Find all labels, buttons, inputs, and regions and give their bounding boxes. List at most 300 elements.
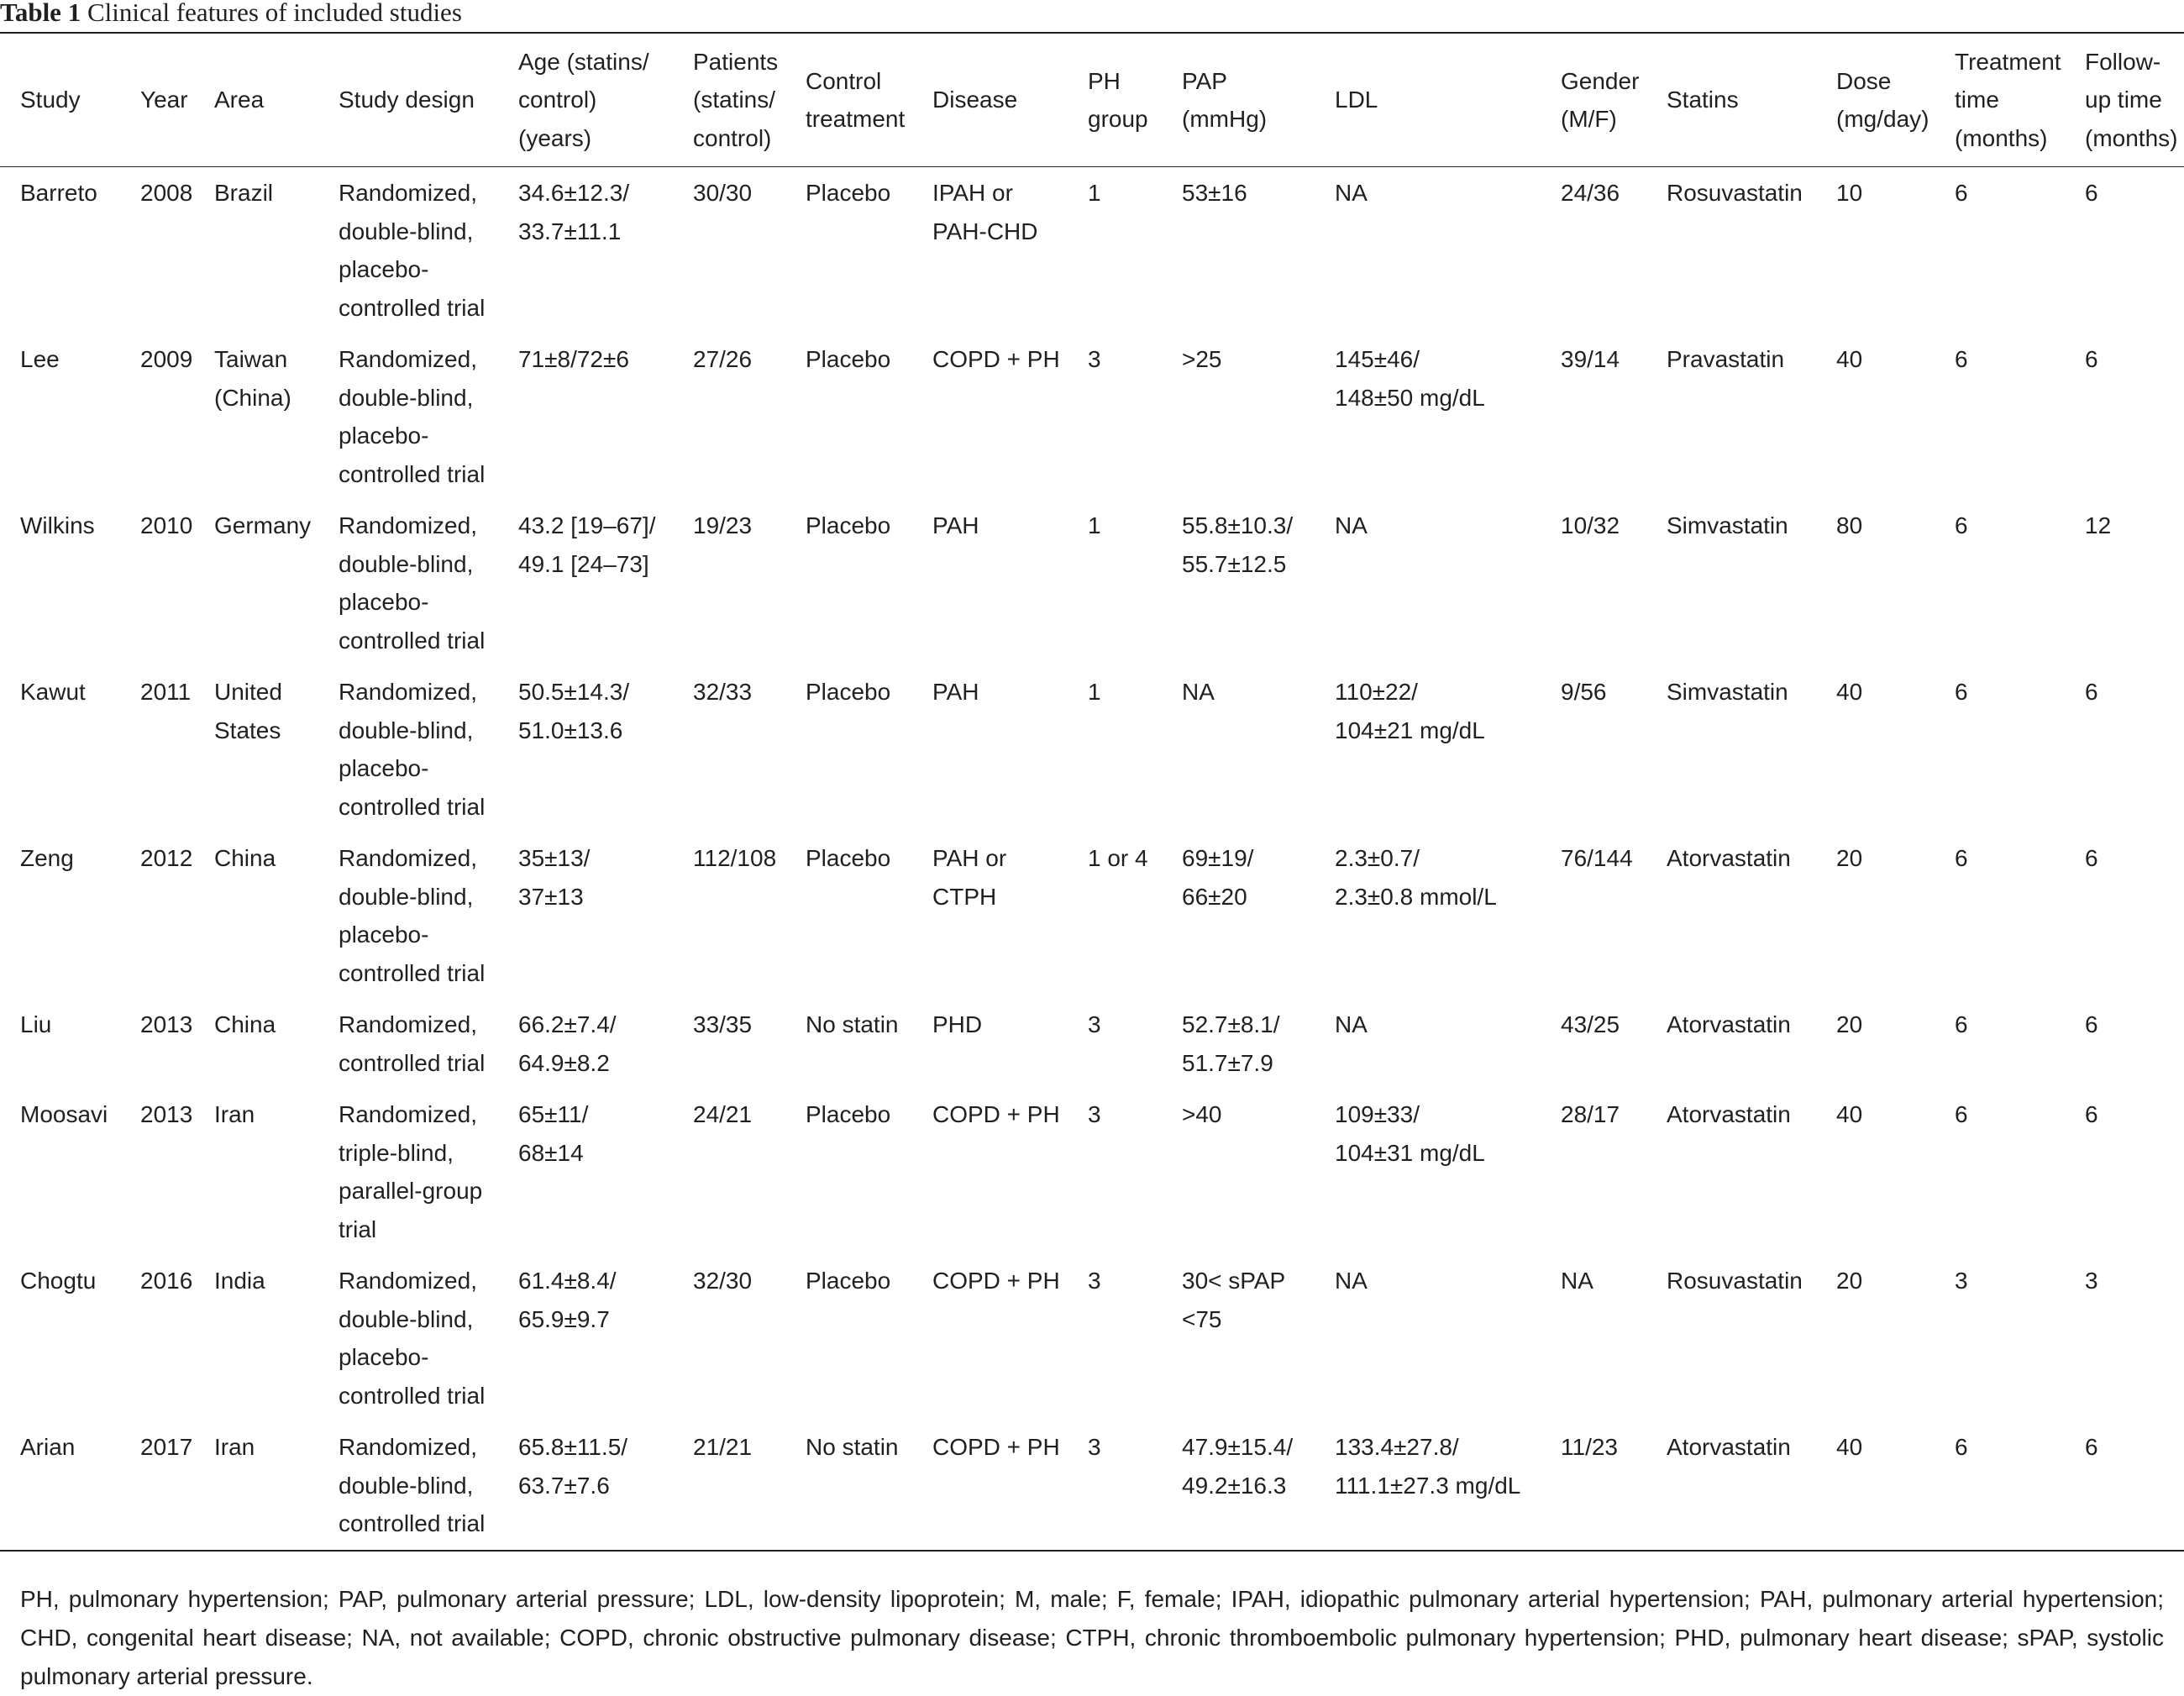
- table-cell: [1955, 167, 2085, 334]
- table-cell-line: Simvastatin: [1667, 679, 1788, 705]
- column-header: [140, 33, 214, 167]
- table-cell-line: 6: [2085, 1101, 2098, 1127]
- column-header-line: Treatment: [1955, 48, 2061, 75]
- table-cell-line: Zeng: [20, 845, 74, 871]
- table-cell: [1182, 1255, 1335, 1421]
- table-cell-line: 51.7±7.9: [1182, 1049, 1273, 1076]
- column-header-line: up time: [2085, 87, 2162, 113]
- table-cell-line: NA: [1182, 679, 1215, 705]
- table-cell-line: Liu: [20, 1011, 52, 1037]
- table-cell-line: 2.3±0.8 mmol/L: [1335, 883, 1497, 910]
- table-cell-line: Randomized,: [339, 1434, 477, 1460]
- table-cell-line: 3: [1088, 1011, 1101, 1037]
- table-cell-line: Simvastatin: [1667, 512, 1788, 538]
- table-cell: [1561, 832, 1667, 999]
- table-cell-line: triple-blind,: [339, 1139, 454, 1166]
- table-cell-line: placebo-: [339, 1344, 429, 1370]
- table-cell: [339, 167, 518, 334]
- table-cell: [693, 999, 806, 1089]
- table-cell: [806, 167, 932, 334]
- table-cell-line: PAH: [932, 679, 979, 705]
- table-cell: [1335, 832, 1561, 999]
- table-cell: [2085, 832, 2184, 999]
- table-cell-line: 24/36: [1561, 180, 1620, 206]
- table-cell-line: States: [214, 717, 281, 743]
- table-cell-line: placebo-: [339, 256, 429, 282]
- table-cell: [2085, 1089, 2184, 1255]
- table-cell: [1088, 500, 1182, 666]
- column-header-line: Study: [20, 87, 81, 113]
- table-row: [0, 832, 2184, 999]
- table-cell-line: Placebo: [806, 679, 891, 705]
- table-body: [0, 167, 2184, 1551]
- column-header: [0, 33, 140, 167]
- table-cell: [1088, 1255, 1182, 1421]
- column-header-line: LDL: [1335, 87, 1378, 113]
- table-cell-line: NA: [1335, 1268, 1368, 1294]
- column-header-line: time: [1955, 87, 1999, 113]
- table-cell: [932, 333, 1088, 500]
- column-header-line: Gender: [1561, 67, 1640, 94]
- table-cell-line: 65.8±11.5/: [518, 1434, 628, 1460]
- table-cell: [1561, 999, 1667, 1089]
- table-cell-line: PAH: [932, 512, 979, 538]
- table-cell: [339, 1255, 518, 1421]
- table-cell-line: 30/30: [693, 180, 753, 206]
- table-cell: [1836, 500, 1955, 666]
- table-cell: [1561, 500, 1667, 666]
- table-cell: [214, 1255, 339, 1421]
- column-header-line: group: [1088, 106, 1148, 132]
- table-cell-line: 63.7±7.6: [518, 1472, 610, 1499]
- table-cell-line: 33.7±11.1: [518, 218, 622, 244]
- table-cell-line: 40: [1836, 346, 1863, 372]
- table-cell-line: 110±22/: [1335, 679, 1418, 705]
- table-cell: [1182, 500, 1335, 666]
- table-cell: [518, 999, 693, 1089]
- table-cell-line: placebo-: [339, 755, 429, 781]
- table-cell: [1955, 832, 2085, 999]
- table-cell: [339, 832, 518, 999]
- table-cell-line: Arian: [20, 1434, 76, 1460]
- table-cell: [0, 1421, 140, 1551]
- table-cell-line: 40: [1836, 1101, 1863, 1127]
- table-cell: [806, 832, 932, 999]
- table-cell: [214, 1421, 339, 1551]
- table-cell: [339, 666, 518, 832]
- table-cell: [693, 167, 806, 334]
- table-cell-line: 21/21: [693, 1434, 753, 1460]
- table-cell-line: controlled trial: [339, 1510, 486, 1536]
- column-header: [2085, 33, 2184, 167]
- table-cell-line: Placebo: [806, 180, 891, 206]
- table-cell: [1088, 1089, 1182, 1255]
- table-cell-line: >40: [1182, 1101, 1222, 1127]
- table-cell: [806, 500, 932, 666]
- table-cell-line: 2013: [140, 1011, 193, 1037]
- table-cell: [0, 832, 140, 999]
- table-label: Table 1: [0, 0, 81, 27]
- table-cell: [2085, 1421, 2184, 1551]
- table-cell-line: 3: [1955, 1268, 1968, 1294]
- table-cell-line: 66.2±7.4/: [518, 1011, 617, 1037]
- table-cell: [806, 333, 932, 500]
- column-header: [1335, 33, 1561, 167]
- table-row: [0, 500, 2184, 666]
- table-cell: [2085, 1255, 2184, 1421]
- table-cell: [214, 1089, 339, 1255]
- table-cell-line: 2016: [140, 1268, 193, 1294]
- table-cell-line: 148±50 mg/dL: [1335, 384, 1485, 411]
- table-cell-line: COPD + PH: [932, 346, 1060, 372]
- table-cell-line: 65±11/: [518, 1101, 589, 1127]
- table-cell: [806, 666, 932, 832]
- table-cell-line: Placebo: [806, 512, 891, 538]
- table-cell-line: (China): [214, 384, 291, 411]
- table-cell-line: PAH-CHD: [932, 218, 1038, 244]
- table-cell: [140, 1421, 214, 1551]
- column-header-line: PAP: [1182, 67, 1227, 94]
- table-cell: [214, 167, 339, 334]
- table-cell: [0, 1255, 140, 1421]
- column-header-line: Study design: [339, 87, 475, 113]
- table-cell-line: 39/14: [1561, 346, 1620, 372]
- table-cell-line: double-blind,: [339, 883, 474, 910]
- table-cell: [1955, 666, 2085, 832]
- table-cell-line: 65.9±9.7: [518, 1305, 610, 1332]
- column-header-line: Age (statins/: [518, 48, 649, 75]
- table-cell-line: 104±31 mg/dL: [1335, 1139, 1485, 1166]
- table-cell: [2085, 167, 2184, 334]
- table-caption: [0, 0, 2184, 25]
- table-cell-line: 52.7±8.1/: [1182, 1011, 1280, 1037]
- table-cell-line: Germany: [214, 512, 312, 538]
- table-cell-line: Placebo: [806, 1101, 891, 1127]
- table-cell-line: Kawut: [20, 679, 86, 705]
- column-header-line: (months): [2085, 124, 2178, 151]
- table-cell-line: 111.1±27.3 mg/dL: [1335, 1472, 1521, 1499]
- column-header-line: Patients: [693, 48, 779, 75]
- table-cell: [1088, 333, 1182, 500]
- table-cell-line: 2012: [140, 845, 193, 871]
- table-cell-line: Randomized,: [339, 1101, 477, 1127]
- table-cell-line: >25: [1182, 346, 1222, 372]
- table-cell-line: COPD + PH: [932, 1268, 1060, 1294]
- table-cell: [932, 1255, 1088, 1421]
- table-cell: [1667, 1255, 1836, 1421]
- column-header: [1667, 33, 1836, 167]
- table-cell-line: 2.3±0.7/: [1335, 845, 1420, 871]
- table-cell: [1955, 999, 2085, 1089]
- column-header-line: Area: [214, 87, 265, 113]
- table-cell-line: 6: [1955, 1101, 1968, 1127]
- table-cell: [1667, 500, 1836, 666]
- table-cell-line: 33/35: [693, 1011, 753, 1037]
- table-cell: [140, 1089, 214, 1255]
- table-cell: [1182, 1421, 1335, 1551]
- table-cell: [1182, 1089, 1335, 1255]
- table-cell-line: 9/56: [1561, 679, 1607, 705]
- table-cell-line: Atorvastatin: [1667, 1434, 1791, 1460]
- table-cell: [1667, 666, 1836, 832]
- table-cell-line: Rosuvastatin: [1667, 1268, 1803, 1294]
- table-cell-line: 50.5±14.3/: [518, 679, 630, 705]
- table-cell: [140, 1255, 214, 1421]
- table-cell-line: Brazil: [214, 180, 274, 206]
- column-header-line: (M/F): [1561, 106, 1617, 132]
- table-cell: [2085, 999, 2184, 1089]
- column-header: [518, 33, 693, 167]
- table-cell-line: controlled trial: [339, 1049, 486, 1076]
- table-cell-line: 2010: [140, 512, 193, 538]
- column-header-line: (statins/: [693, 87, 776, 113]
- table-cell: [1182, 666, 1335, 832]
- table-cell-line: Rosuvastatin: [1667, 180, 1803, 206]
- table-cell-line: 6: [2085, 346, 2098, 372]
- table-cell-line: 40: [1836, 1434, 1863, 1460]
- table-cell: [1561, 1255, 1667, 1421]
- table-cell: [1335, 1421, 1561, 1551]
- table-cell-line: placebo-: [339, 922, 429, 948]
- table-cell-line: No statin: [806, 1011, 899, 1037]
- table-cell-line: Placebo: [806, 845, 891, 871]
- table-cell: [1667, 999, 1836, 1089]
- table-cell-line: United: [214, 679, 282, 705]
- table-cell: [1561, 1421, 1667, 1551]
- table-cell-line: 1: [1088, 512, 1101, 538]
- column-header-line: Follow-: [2085, 48, 2161, 75]
- table-cell: [1335, 666, 1561, 832]
- table-cell-line: 6: [2085, 679, 2098, 705]
- table-cell-line: India: [214, 1268, 265, 1294]
- column-header: [693, 33, 806, 167]
- table-cell-line: 64.9±8.2: [518, 1049, 610, 1076]
- table-cell-line: 6: [2085, 180, 2098, 206]
- table-cell: [518, 167, 693, 334]
- table-row: [0, 1255, 2184, 1421]
- table-cell-line: 76/144: [1561, 845, 1633, 871]
- column-header-line: Statins: [1667, 87, 1739, 113]
- column-header-line: (mmHg): [1182, 106, 1268, 132]
- table-cell: [1836, 1089, 1955, 1255]
- table-cell-line: 6: [2085, 1011, 2098, 1037]
- table-cell-line: 1: [1088, 180, 1101, 206]
- table-cell-line: controlled trial: [339, 294, 486, 321]
- table-cell: [1836, 333, 1955, 500]
- table-cell-line: China: [214, 845, 276, 871]
- table-cell: [140, 500, 214, 666]
- table-cell: [339, 333, 518, 500]
- table-cell-line: CTPH: [932, 883, 997, 910]
- table-cell-line: 3: [1088, 1268, 1101, 1294]
- table-cell-line: Randomized,: [339, 512, 477, 538]
- column-header-line: Disease: [932, 87, 1018, 113]
- table-cell-line: 6: [2085, 845, 2098, 871]
- table-cell-line: 2017: [140, 1434, 193, 1460]
- table-cell-line: 51.0±13.6: [518, 717, 623, 743]
- table-cell-line: double-blind,: [339, 1472, 474, 1499]
- table-cell-line: 20: [1836, 1011, 1863, 1037]
- table-cell: [1335, 167, 1561, 334]
- table-cell: [1088, 167, 1182, 334]
- table-cell-line: controlled trial: [339, 460, 486, 487]
- table-cell-line: controlled trial: [339, 627, 486, 654]
- table-cell: [693, 666, 806, 832]
- table-cell-line: 6: [2085, 1434, 2098, 1460]
- column-header: [1836, 33, 1955, 167]
- table-cell: [806, 1089, 932, 1255]
- table-cell-line: Iran: [214, 1434, 255, 1460]
- table-cell-line: 43.2 [19–67]/: [518, 512, 656, 538]
- table-cell: [0, 999, 140, 1089]
- table-cell-line: 1: [1088, 679, 1101, 705]
- table-cell-line: controlled trial: [339, 1382, 486, 1409]
- table-cell: [1335, 1089, 1561, 1255]
- table-cell-line: 71±8/72±6: [518, 346, 629, 372]
- table-cell-line: Placebo: [806, 1268, 891, 1294]
- column-header-line: (mg/day): [1836, 106, 1929, 132]
- table-cell: [1561, 333, 1667, 500]
- table-cell-line: 12: [2085, 512, 2112, 538]
- table-cell: [693, 1255, 806, 1421]
- table-cell: [1836, 832, 1955, 999]
- table-cell: [693, 1089, 806, 1255]
- table-cell: [1836, 167, 1955, 334]
- table-cell: [1836, 1255, 1955, 1421]
- table-cell: [1667, 1089, 1836, 1255]
- table-cell: [693, 333, 806, 500]
- table-cell-line: Wilkins: [20, 512, 95, 538]
- table-cell: [1182, 167, 1335, 334]
- table-row: [0, 167, 2184, 334]
- table-cell-line: COPD + PH: [932, 1434, 1060, 1460]
- table-cell-line: 27/26: [693, 346, 753, 372]
- table-cell-line: 3: [1088, 1101, 1101, 1127]
- table-cell-line: 11/23: [1561, 1434, 1618, 1460]
- table-cell-line: 20: [1836, 845, 1863, 871]
- table-cell-line: 6: [1955, 180, 1968, 206]
- table-title: Clinical features of included studies: [87, 0, 462, 27]
- column-header: [214, 33, 339, 167]
- table-cell: [1955, 333, 2085, 500]
- table-cell-line: 2011: [140, 679, 192, 705]
- table-cell: [806, 1255, 932, 1421]
- table-cell-line: 109±33/: [1335, 1101, 1420, 1127]
- column-header-line: (years): [518, 124, 592, 151]
- table-cell-line: 34.6±12.3/: [518, 180, 630, 206]
- table-cell: [932, 999, 1088, 1089]
- table-cell-line: Iran: [214, 1101, 255, 1127]
- table-cell-line: 37±13: [518, 883, 584, 910]
- column-header: [1955, 33, 2085, 167]
- table-cell-line: 104±21 mg/dL: [1335, 717, 1485, 743]
- table-cell-line: 43/25: [1561, 1011, 1620, 1037]
- table-cell-line: Placebo: [806, 346, 891, 372]
- table-cell: [932, 666, 1088, 832]
- table-cell: [1182, 832, 1335, 999]
- table-cell: [1667, 832, 1836, 999]
- table-cell-line: 55.7±12.5: [1182, 550, 1287, 577]
- column-header: [1561, 33, 1667, 167]
- table-cell-line: 10/32: [1561, 512, 1620, 538]
- table-cell-line: Atorvastatin: [1667, 1011, 1791, 1037]
- table-row: [0, 1089, 2184, 1255]
- table-cell-line: Atorvastatin: [1667, 1101, 1791, 1127]
- table-cell: [1335, 500, 1561, 666]
- table-row: [0, 333, 2184, 500]
- table-cell: [1836, 1421, 1955, 1551]
- column-header: [932, 33, 1088, 167]
- table-cell-line: 19/23: [693, 512, 753, 538]
- table-footnote: PH, pulmonary hypertension; PAP, pulmonary arterial pressure; LDL, low-density lipoprotein; M, male; F, female; IPAH, idiopathic pulmonary arterial hypertension; PAH, pulmonary arterial hypertension; CHD, congenital heart disease; NA, not available; COPD, chronic obstructive pulmonary disease; CTPH, chronic thromboembolic pulmonary hypertension; PHD, pulmonary heart disease; sPAP, systolic pulmonary arterial pressure.: [20, 1586, 2164, 1689]
- table-cell-line: Randomized,: [339, 845, 477, 871]
- table-cell: [932, 832, 1088, 999]
- table-cell: [214, 333, 339, 500]
- table-cell-line: 3: [1088, 346, 1101, 372]
- table-cell-line: Randomized,: [339, 346, 477, 372]
- column-header: [1088, 33, 1182, 167]
- table-cell-line: Pravastatin: [1667, 346, 1785, 372]
- table-cell-line: No statin: [806, 1434, 899, 1460]
- table-cell: [518, 1089, 693, 1255]
- table-cell-line: double-blind,: [339, 1305, 474, 1332]
- table-cell-line: 2008: [140, 180, 193, 206]
- table-cell-line: PAH or: [932, 845, 1007, 871]
- table-cell-line: double-blind,: [339, 550, 474, 577]
- table-cell-line: 6: [1955, 1434, 1968, 1460]
- table-cell: [2085, 500, 2184, 666]
- table-cell-line: 66±20: [1182, 883, 1247, 910]
- table-cell: [140, 167, 214, 334]
- table-cell: [518, 333, 693, 500]
- table-cell: [214, 500, 339, 666]
- table-cell-line: 6: [1955, 512, 1968, 538]
- column-header-line: Control: [806, 67, 882, 94]
- table-cell: [518, 1421, 693, 1551]
- table-header: [0, 33, 2184, 167]
- table-cell-line: 3: [1088, 1434, 1101, 1460]
- table-cell-line: 2009: [140, 346, 193, 372]
- table-cell-line: NA: [1335, 1011, 1368, 1037]
- table-cell-line: double-blind,: [339, 218, 474, 244]
- column-header: [1182, 33, 1335, 167]
- table-cell-line: 20: [1836, 1268, 1863, 1294]
- table-cell: [339, 500, 518, 666]
- table-cell-line: double-blind,: [339, 717, 474, 743]
- table-cell: [1561, 167, 1667, 334]
- table-cell: [1955, 1255, 2085, 1421]
- table-cell-line: 112/108: [693, 845, 777, 871]
- table-cell-line: Randomized,: [339, 679, 477, 705]
- table-cell-line: NA: [1561, 1268, 1593, 1294]
- table-cell: [1836, 666, 1955, 832]
- table-cell: [1561, 1089, 1667, 1255]
- table-cell-line: Randomized,: [339, 1268, 477, 1294]
- column-header-line: control): [518, 87, 597, 113]
- table-cell-line: IPAH or: [932, 180, 1013, 206]
- table-cell: [339, 1421, 518, 1551]
- table-cell: [0, 333, 140, 500]
- table-cell-line: 80: [1836, 512, 1863, 538]
- column-header-line: control): [693, 124, 772, 151]
- table-row: [0, 999, 2184, 1089]
- table-cell: [518, 1255, 693, 1421]
- table-cell-line: PHD: [932, 1011, 983, 1037]
- table-cell-line: 30< sPAP: [1182, 1268, 1286, 1294]
- table-cell-line: Randomized,: [339, 180, 477, 206]
- column-header-line: PH: [1088, 67, 1121, 94]
- clinical-features-table: [0, 32, 2184, 1552]
